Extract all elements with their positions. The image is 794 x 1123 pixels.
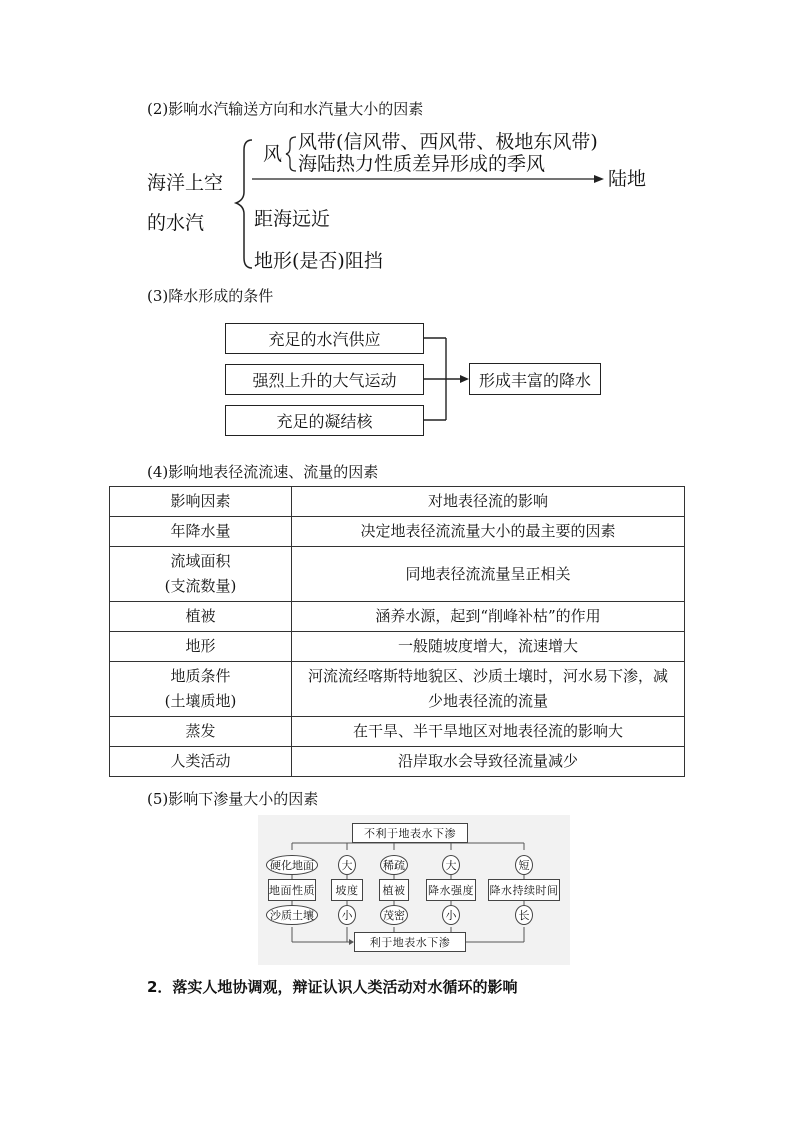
effect-line: 河流流经喀斯特地貌区、沙质土壤时，河水易下渗，减: [307, 667, 668, 685]
row-factor: 年降水量: [110, 517, 292, 547]
condition-nuclei: 充足的凝结核: [225, 405, 424, 436]
small-brace: [286, 137, 296, 171]
effect-line: 少地表径流的流量: [427, 692, 548, 710]
favorable-intensity: 小: [442, 905, 460, 925]
heading-infiltration: (5)影响下渗量大小的因素: [147, 790, 319, 808]
unfavorable-duration: 短: [515, 855, 533, 875]
source-line-2: 的水汽: [147, 212, 205, 234]
precipitation-result: 形成丰富的降水: [469, 363, 601, 395]
wind-item-1: 风带(信风带、西风带、极地东风带): [298, 131, 598, 153]
condition-vapor: 充足的水汽供应: [225, 323, 424, 354]
row-factor: 地形: [110, 632, 292, 662]
heading-precipitation: (3)降水形成的条件: [147, 287, 274, 305]
column-header-effect: 对地表径流的影响: [292, 487, 685, 517]
table-row: [110, 517, 685, 547]
row-effect: 在干旱、半干旱地区对地表径流的影响大: [292, 717, 685, 747]
unfavorable-slope: 大: [338, 855, 356, 875]
wind-item-2: 海陆热力性质差异形成的季风: [298, 153, 546, 175]
table-row: [110, 602, 685, 632]
factor-line: (土壤质地): [164, 692, 237, 710]
row-effect: [292, 662, 685, 717]
factor-intensity: 降水强度: [426, 879, 476, 901]
row-effect: 一般随坡度增大，流速增大: [292, 632, 685, 662]
factor-terrain: 地形(是否)阻挡: [254, 250, 383, 272]
destination-label: 陆地: [608, 168, 647, 190]
unfavorable-vegetation: 稀疏: [380, 855, 408, 875]
table-row: [110, 717, 685, 747]
favorable-slope: 小: [338, 905, 356, 925]
row-factor: 人类活动: [110, 747, 292, 777]
factor-distance: 距海远近: [254, 208, 331, 230]
favorable-vegetation: 茂密: [380, 905, 408, 925]
heading-water-vapor: (2)影响水汽输送方向和水汽量大小的因素: [147, 100, 424, 118]
factor-line: (支流数量): [164, 577, 237, 595]
heading-human-activity: 2．落实人地协调观，辩证认识人类活动对水循环的影响: [147, 978, 518, 996]
favorable-duration: 长: [515, 905, 533, 925]
row-effect: 沿岸取水会导致径流量减少: [292, 747, 685, 777]
row-factor: [110, 547, 292, 602]
condition-uplift: 强烈上升的大气运动: [225, 364, 424, 395]
unfavorable-box: 不利于地表水下渗: [352, 823, 468, 843]
factor-slope: 坡度: [331, 879, 363, 901]
wind-label: 风: [263, 143, 283, 165]
row-effect: 同地表径流流量呈正相关: [292, 547, 685, 602]
favorable-surface: 沙质土壤: [266, 905, 318, 925]
table-row: [110, 662, 685, 717]
source-line-1: 海洋上空: [147, 172, 224, 194]
favorable-box: 利于地表水下渗: [354, 932, 466, 952]
arrow-head-icon: [594, 175, 604, 183]
heading-runoff: (4)影响地表径流流速、流量的因素: [147, 463, 379, 481]
factor-surface: 地面性质: [268, 879, 316, 901]
row-effect: 决定地表径流流量大小的最主要的因素: [292, 517, 685, 547]
table-row: [110, 547, 685, 602]
factor-vegetation: 植被: [379, 879, 409, 901]
factor-line: 地质条件: [170, 667, 231, 685]
table-row: [110, 747, 685, 777]
runoff-table: [109, 486, 685, 777]
row-factor: [110, 662, 292, 717]
column-header-factor: 影响因素: [110, 487, 292, 517]
row-factor: 蒸发: [110, 717, 292, 747]
big-brace: [236, 140, 252, 268]
precipitation-arrow-icon: [460, 375, 469, 383]
unfavorable-intensity: 大: [442, 855, 460, 875]
factor-line: 流域面积: [170, 552, 231, 570]
row-effect: 涵养水源，起到“削峰补枯”的作用: [292, 602, 685, 632]
table-header-row: [110, 487, 685, 517]
factor-duration: 降水持续时间: [488, 879, 560, 901]
unfavorable-surface: 硬化地面: [266, 855, 318, 875]
row-factor: 植被: [110, 602, 292, 632]
table-row: [110, 632, 685, 662]
